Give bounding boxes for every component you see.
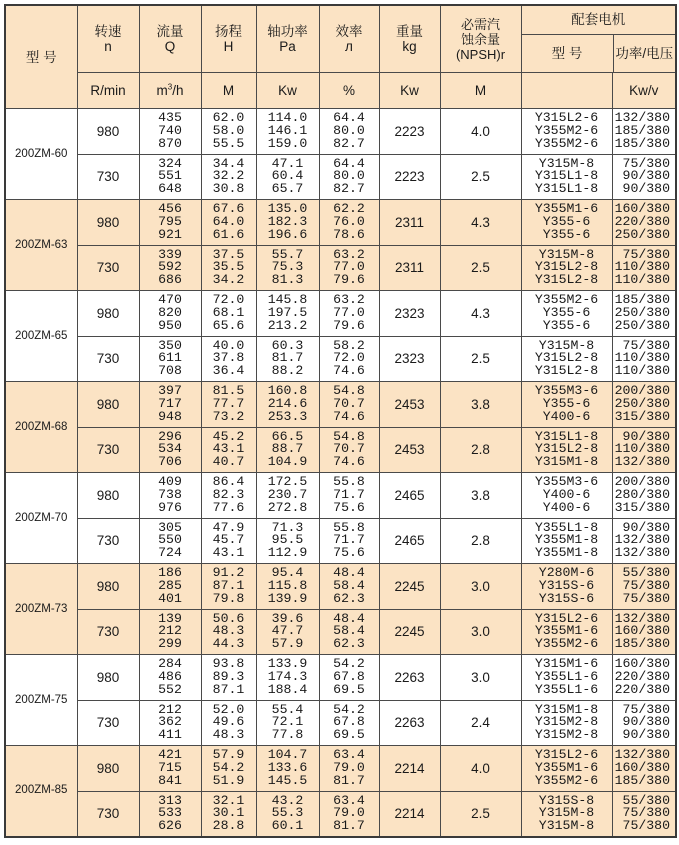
shaft-power-cell: 66.5 88.7 104.9 [256,427,319,473]
flow-cell: 212 362 411 [139,700,201,746]
motor-model-cell: Y315S-8 Y315M-8 Y315M-8 [521,791,612,837]
flow-cell: 456 795 921 [139,200,201,246]
shaft-power-cell: 160.8 214.6 253.3 [256,382,319,428]
weight-cell: 2214 [379,746,440,792]
weight-cell: 2245 [379,564,440,610]
table-row [5,564,676,610]
efficiency-cell: 55.8 71.7 75.6 [319,473,379,519]
header-speed: 转速 n [77,5,139,73]
efficiency-cell: 63.4 79.0 81.7 [319,746,379,792]
header-flow: 流量 Q [139,5,201,73]
motor-power-cell: 75/380 110/380 110/380 [612,245,676,291]
flow-cell: 284 486 552 [139,655,201,701]
efficiency-cell: 54.8 70.7 74.6 [319,382,379,428]
weight-cell: 2245 [379,609,440,655]
pump-model-cell: 200ZM-73 [5,564,77,655]
header-model: 型 号 [5,5,77,109]
motor-power-cell: 185/380 250/380 250/380 [612,291,676,337]
npsh-cell: 3.0 [440,564,521,610]
efficiency-cell: 62.2 76.0 78.6 [319,200,379,246]
motor-power-cell: 160/380 220/380 220/380 [612,655,676,701]
npsh-cell: 2.5 [440,336,521,382]
table-row [5,655,676,701]
efficiency-cell: 64.4 80.0 82.7 [319,154,379,200]
unit-flow: $m^3/h$ [139,73,201,109]
weight-cell: 2263 [379,655,440,701]
speed-cell: 980 [77,291,139,337]
table-row [5,427,676,473]
motor-model-cell: Y315L2-6 Y355M1-6 Y355M2-6 [521,609,612,655]
motor-power-cell: 132/380 160/380 185/380 [612,609,676,655]
motor-model-cell: Y315M-8 Y315L2-8 Y315L2-8 [521,245,612,291]
npsh-cell: 2.4 [440,700,521,746]
motor-power-cell: 90/380 132/380 132/380 [612,518,676,564]
table-row [5,154,676,200]
table-row [5,245,676,291]
head-cell: 32.1 30.1 28.8 [201,791,256,837]
pump-model-cell: 200ZM-63 [5,200,77,291]
motor-model-cell: Y315L2-6 Y355M1-6 Y355M2-6 [521,746,612,792]
head-cell: 81.5 77.7 73.2 [201,382,256,428]
pump-model-cell: 200ZM-68 [5,382,77,473]
weight-cell: 2311 [379,245,440,291]
unit-motor-model [521,73,612,109]
flow-cell: 435 740 870 [139,109,201,155]
unit-speed: R/min [77,73,139,109]
table-row [5,382,676,428]
head-cell: 86.4 82.3 77.6 [201,473,256,519]
speed-cell: 980 [77,473,139,519]
header-motor-group: 配套电机 型 号 功率/电压 [521,5,676,73]
weight-cell: 2465 [379,473,440,519]
motor-power-cell: 75/380 90/380 90/380 [612,700,676,746]
npsh-cell: 2.5 [440,154,521,200]
unit-efficiency: % [319,73,379,109]
motor-model-cell: Y315M1-6 Y355L1-6 Y355L1-6 [521,655,612,701]
motor-power-cell: 75/380 110/380 110/380 [612,336,676,382]
table-row [5,336,676,382]
unit-shaft-power: Kw [256,73,319,109]
speed-cell: 730 [77,245,139,291]
weight-cell: 2323 [379,336,440,382]
shaft-power-cell: 104.7 133.6 145.5 [256,746,319,792]
speed-cell: 980 [77,655,139,701]
flow-cell: 139 212 299 [139,609,201,655]
speed-cell: 730 [77,427,139,473]
motor-model-cell: Y355M3-6 Y400-6 Y400-6 [521,473,612,519]
head-cell: 93.8 89.3 87.1 [201,655,256,701]
motor-power-cell: 200/380 280/380 315/380 [612,473,676,519]
efficiency-cell: 54.2 67.8 69.5 [319,655,379,701]
efficiency-cell: 48.4 58.4 62.3 [319,564,379,610]
speed-cell: 730 [77,700,139,746]
motor-power-cell: 90/380 110/380 132/380 [612,427,676,473]
head-cell: 37.5 35.5 34.2 [201,245,256,291]
motor-model-cell: Y280M-6 Y315S-6 Y315S-6 [521,564,612,610]
efficiency-cell: 63.4 79.0 81.7 [319,791,379,837]
table-row [5,473,676,519]
flow-cell: 296 534 706 [139,427,201,473]
motor-power-cell: 132/380 185/380 185/380 [612,109,676,155]
npsh-cell: 4.3 [440,200,521,246]
npsh-cell: 4.3 [440,291,521,337]
shaft-power-cell: 47.1 60.4 65.7 [256,154,319,200]
shaft-power-cell: 114.0 146.1 159.0 [256,109,319,155]
header-weight: 重量 kg [379,5,440,73]
shaft-power-cell: 60.3 81.7 88.2 [256,336,319,382]
npsh-cell: 3.0 [440,655,521,701]
table-row [5,609,676,655]
head-cell: 57.9 54.2 51.9 [201,746,256,792]
pump-spec-sheet [4,4,675,841]
motor-power-cell: 200/380 250/380 315/380 [612,382,676,428]
table-header [5,5,676,109]
header-motor-model: 型 号 [522,35,614,72]
head-cell: 47.9 45.7 43.1 [201,518,256,564]
table-row [5,291,676,337]
speed-cell: 980 [77,564,139,610]
npsh-cell: 3.8 [440,382,521,428]
motor-power-cell: 55/380 75/380 75/380 [612,564,676,610]
head-cell: 72.0 68.1 65.6 [201,291,256,337]
unit-head: M [201,73,256,109]
pump-performance-table [4,4,677,838]
npsh-cell: 3.8 [440,473,521,519]
weight-cell: 2223 [379,109,440,155]
motor-model-cell: Y355M1-6 Y355-6 Y355-6 [521,200,612,246]
speed-cell: 730 [77,609,139,655]
motor-power-cell: 160/380 220/380 250/380 [612,200,676,246]
flow-cell: 305 550 724 [139,518,201,564]
header-motor-power: 功率/电压 [615,46,674,61]
weight-cell: 2223 [379,154,440,200]
header-npsh: 必需汽 蚀余量 (NPSH)r [440,5,521,73]
weight-cell: 2311 [379,200,440,246]
head-cell: 62.0 58.0 55.5 [201,109,256,155]
table-row [5,200,676,246]
shaft-power-cell: 39.6 47.7 57.9 [256,609,319,655]
weight-cell: 2453 [379,382,440,428]
head-cell: 50.6 48.3 44.3 [201,609,256,655]
table-row [5,700,676,746]
pump-model-cell: 200ZM-70 [5,473,77,564]
motor-power-cell: 75/380 90/380 90/380 [612,154,676,200]
npsh-cell: 2.8 [440,518,521,564]
unit-weight: Kw [379,73,440,109]
efficiency-cell: 54.2 67.8 69.5 [319,700,379,746]
shaft-power-cell: 133.9 174.3 188.4 [256,655,319,701]
shaft-power-cell: 55.4 72.1 77.8 [256,700,319,746]
speed-cell: 730 [77,336,139,382]
head-cell: 45.2 43.1 40.7 [201,427,256,473]
npsh-cell: 2.8 [440,427,521,473]
speed-cell: 730 [77,154,139,200]
efficiency-cell: 55.8 71.7 75.6 [319,518,379,564]
motor-power-cell: 132/380 160/380 185/380 [612,746,676,792]
npsh-cell: 4.0 [440,109,521,155]
speed-cell: 730 [77,518,139,564]
unit-npsh: M [440,73,521,109]
flow-cell: 339 592 686 [139,245,201,291]
table-row [5,518,676,564]
flow-cell: 324 551 648 [139,154,201,200]
pump-model-cell: 200ZM-75 [5,655,77,746]
efficiency-cell: 63.2 77.0 79.6 [319,245,379,291]
weight-cell: 2263 [379,700,440,746]
efficiency-cell: 64.4 80.0 82.7 [319,109,379,155]
pump-model-cell: 200ZM-65 [5,291,77,382]
head-cell: 52.0 49.6 48.3 [201,700,256,746]
head-cell: 40.0 37.8 36.4 [201,336,256,382]
pump-model-cell: 200ZM-60 [5,109,77,200]
header-efficiency: 效率 л [319,5,379,73]
motor-model-cell: Y315L2-6 Y355M2-6 Y355M2-6 [521,109,612,155]
speed-cell: 980 [77,746,139,792]
motor-model-cell: Y315M1-8 Y315M2-8 Y315M2-8 [521,700,612,746]
motor-model-cell: Y315M-8 Y315L1-8 Y315L1-8 [521,154,612,200]
efficiency-cell: 54.8 70.7 74.6 [319,427,379,473]
table-body [5,109,676,837]
motor-model-cell: Y315M-8 Y315L2-8 Y315L2-8 [521,336,612,382]
flow-cell: 470 820 950 [139,291,201,337]
speed-cell: 980 [77,382,139,428]
shaft-power-cell: 95.4 115.8 139.9 [256,564,319,610]
speed-cell: 980 [77,109,139,155]
shaft-power-cell: 135.0 182.3 196.6 [256,200,319,246]
shaft-power-cell: 145.8 197.5 213.2 [256,291,319,337]
flow-cell: 313 533 626 [139,791,201,837]
flow-cell: 421 715 841 [139,746,201,792]
npsh-cell: 2.5 [440,791,521,837]
motor-model-cell: Y355M3-6 Y355-6 Y400-6 [521,382,612,428]
table-row [5,109,676,155]
flow-cell: 409 738 976 [139,473,201,519]
weight-cell: 2453 [379,427,440,473]
efficiency-cell: 58.2 72.0 74.6 [319,336,379,382]
table-row [5,746,676,792]
header-shaft-power: 轴功率 Pa [256,5,319,73]
efficiency-cell: 63.2 77.0 79.6 [319,291,379,337]
npsh-cell: 3.0 [440,609,521,655]
pump-model-cell: 200ZM-85 [5,746,77,837]
npsh-cell: 4.0 [440,746,521,792]
flow-cell: 186 285 401 [139,564,201,610]
header-head: 扬程 H [201,5,256,73]
flow-cell: 350 611 708 [139,336,201,382]
motor-model-cell: Y315L1-8 Y315L2-8 Y315M1-8 [521,427,612,473]
npsh-cell: 2.5 [440,245,521,291]
head-cell: 91.2 87.1 79.8 [201,564,256,610]
weight-cell: 2323 [379,291,440,337]
unit-motor-power: Kw/v [612,73,676,109]
motor-model-cell: Y355M2-6 Y355-6 Y355-6 [521,291,612,337]
head-cell: 67.6 64.0 61.6 [201,200,256,246]
motor-power-cell: 55/380 75/380 75/380 [612,791,676,837]
weight-cell: 2214 [379,791,440,837]
speed-cell: 980 [77,200,139,246]
shaft-power-cell: 55.7 75.3 81.3 [256,245,319,291]
shaft-power-cell: 172.5 230.7 272.8 [256,473,319,519]
head-cell: 34.4 32.2 30.8 [201,154,256,200]
shaft-power-cell: 43.2 55.3 60.1 [256,791,319,837]
efficiency-cell: 48.4 58.4 62.3 [319,609,379,655]
speed-cell: 730 [77,791,139,837]
shaft-power-cell: 71.3 95.5 112.9 [256,518,319,564]
motor-model-cell: Y355L1-8 Y355M1-8 Y355M1-8 [521,518,612,564]
weight-cell: 2465 [379,518,440,564]
table-row [5,791,676,837]
flow-cell: 397 717 948 [139,382,201,428]
